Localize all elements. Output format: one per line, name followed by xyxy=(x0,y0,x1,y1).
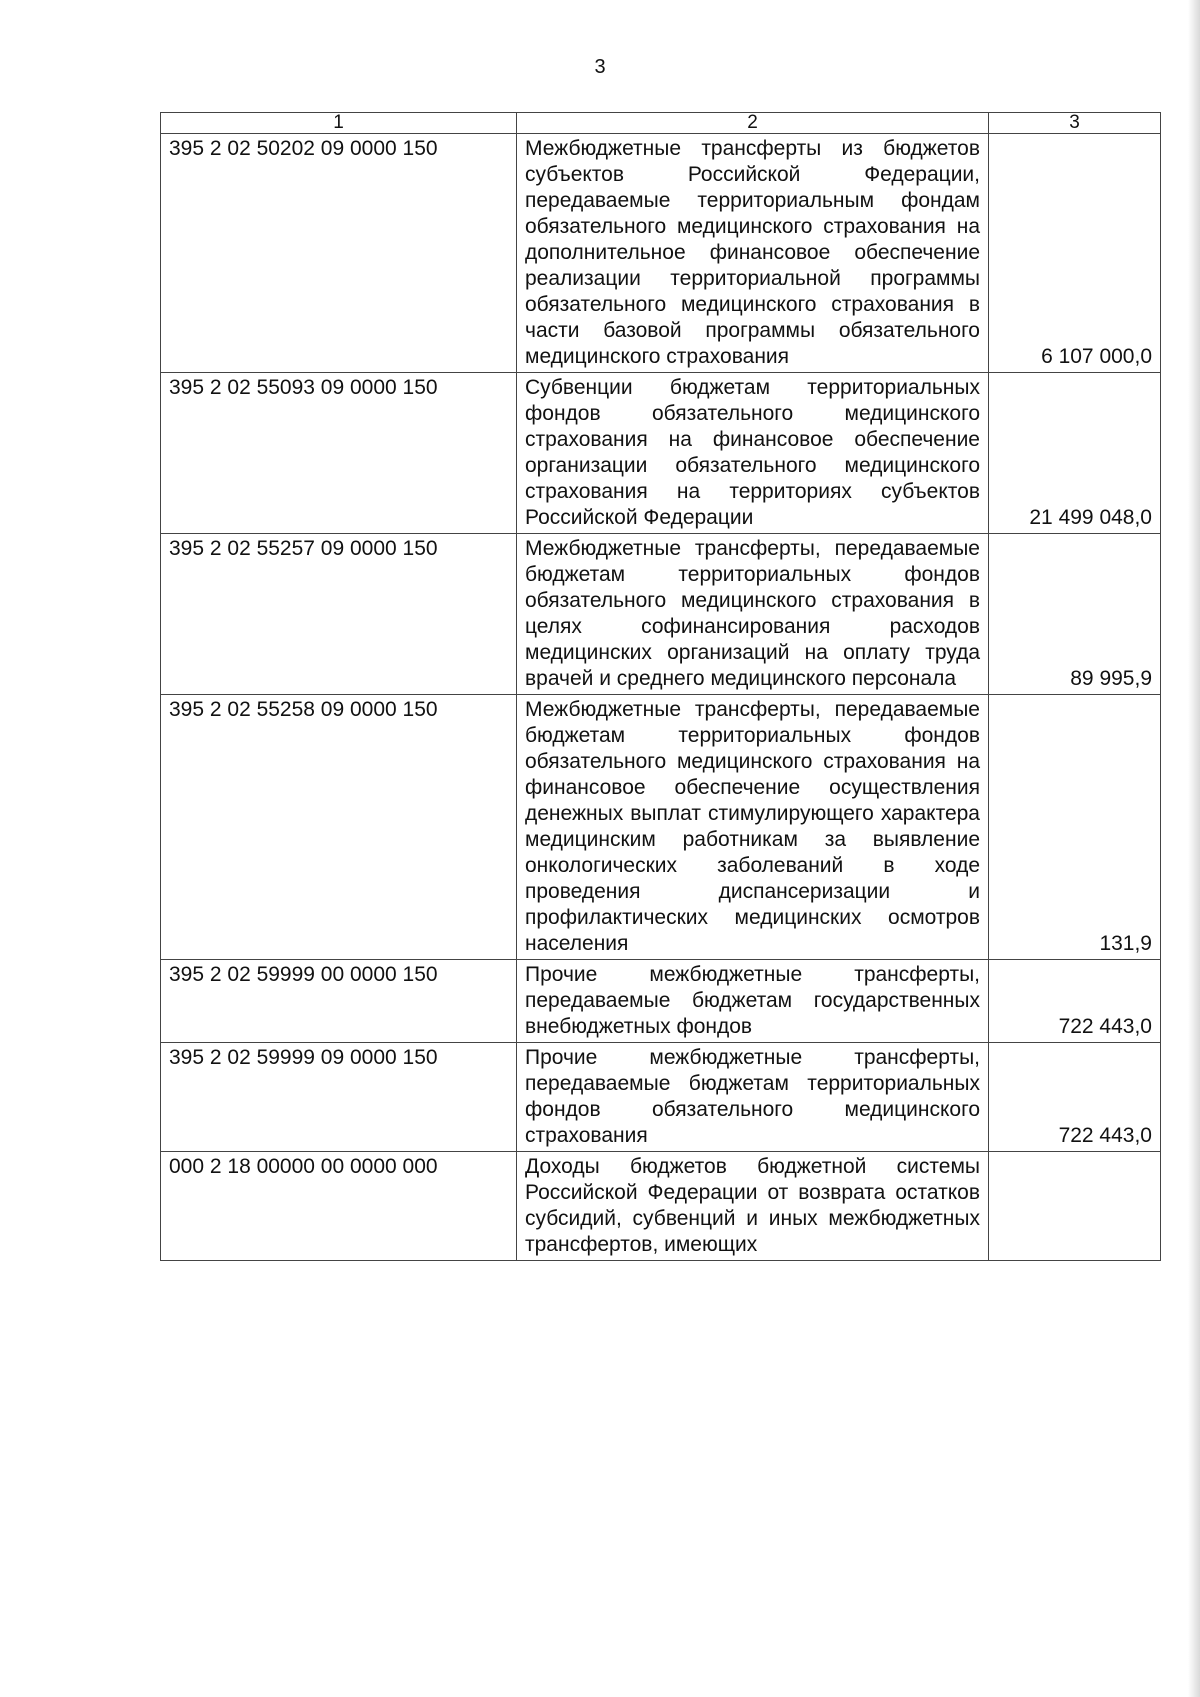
row-description: Межбюджетные трансферты, передаваемые бюджетам территориальных фондов обязательного медицинского страхования в целях софинансирования расходов медицинских организаций на оплату труда врачей и среднего медицинского персонала xyxy=(517,534,989,695)
table-row xyxy=(161,1152,1161,1261)
row-code: 395 2 02 59999 09 0000 150 xyxy=(161,1043,517,1152)
row-code: 395 2 02 55093 09 0000 150 xyxy=(161,373,517,534)
table-header-row xyxy=(161,113,1161,134)
column-header-amount: 3 xyxy=(989,113,1161,134)
row-code: 000 2 18 00000 00 0000 000 xyxy=(161,1152,517,1261)
budget-revenue-table xyxy=(160,112,1161,1261)
column-header-code: 1 xyxy=(161,113,517,134)
row-amount: 21 499 048,0 xyxy=(989,373,1161,534)
table-row xyxy=(161,134,1161,373)
row-amount xyxy=(989,1152,1161,1261)
row-code: 395 2 02 50202 09 0000 150 xyxy=(161,134,517,373)
table-row xyxy=(161,1043,1161,1152)
row-amount: 131,9 xyxy=(989,695,1161,960)
table-row xyxy=(161,534,1161,695)
column-header-description: 2 xyxy=(517,113,989,134)
page-number: 3 xyxy=(594,56,606,78)
table-row xyxy=(161,960,1161,1043)
table-row xyxy=(161,373,1161,534)
row-code: 395 2 02 55258 09 0000 150 xyxy=(161,695,517,960)
row-description: Прочие межбюджетные трансферты, передаваемые бюджетам территориальных фондов обязательного медицинского страхования xyxy=(517,1043,989,1152)
row-amount: 722 443,0 xyxy=(989,1043,1161,1152)
row-amount: 6 107 000,0 xyxy=(989,134,1161,373)
row-code: 395 2 02 59999 00 0000 150 xyxy=(161,960,517,1043)
row-description: Прочие межбюджетные трансферты, передаваемые бюджетам государственных внебюджетных фондов xyxy=(517,960,989,1043)
page-edge-shadow xyxy=(1188,0,1200,1697)
row-description: Межбюджетные трансферты, передаваемые бюджетам территориальных фондов обязательного медицинского страхования на финансовое обеспечение осуществления денежных выплат стимулирующего характера медицинским работникам за выявление онкологических заболеваний в ходе проведения диспансеризации и профилактических медицинских осмотров населения xyxy=(517,695,989,960)
row-description: Субвенции бюджетам территориальных фондов обязательного медицинского страхования на финансовое обеспечение организации обязательного медицинского страхования на территориях субъектов Российской Федерации xyxy=(517,373,989,534)
row-amount: 89 995,9 xyxy=(989,534,1161,695)
table-row xyxy=(161,695,1161,960)
row-description: Доходы бюджетов бюджетной системы Российской Федерации от возврата остатков субсидий, субвенций и иных межбюджетных трансфертов, имеющих xyxy=(517,1152,989,1261)
row-description: Межбюджетные трансферты из бюджетов субъектов Российской Федерации, передаваемые территориальным фондам обязательного медицинского страхования на дополнительное финансовое обеспечение реализации территориальной программы обязательного медицинского страхования в части базовой программы обязательного медицинского страхования xyxy=(517,134,989,373)
row-code: 395 2 02 55257 09 0000 150 xyxy=(161,534,517,695)
row-amount: 722 443,0 xyxy=(989,960,1161,1043)
